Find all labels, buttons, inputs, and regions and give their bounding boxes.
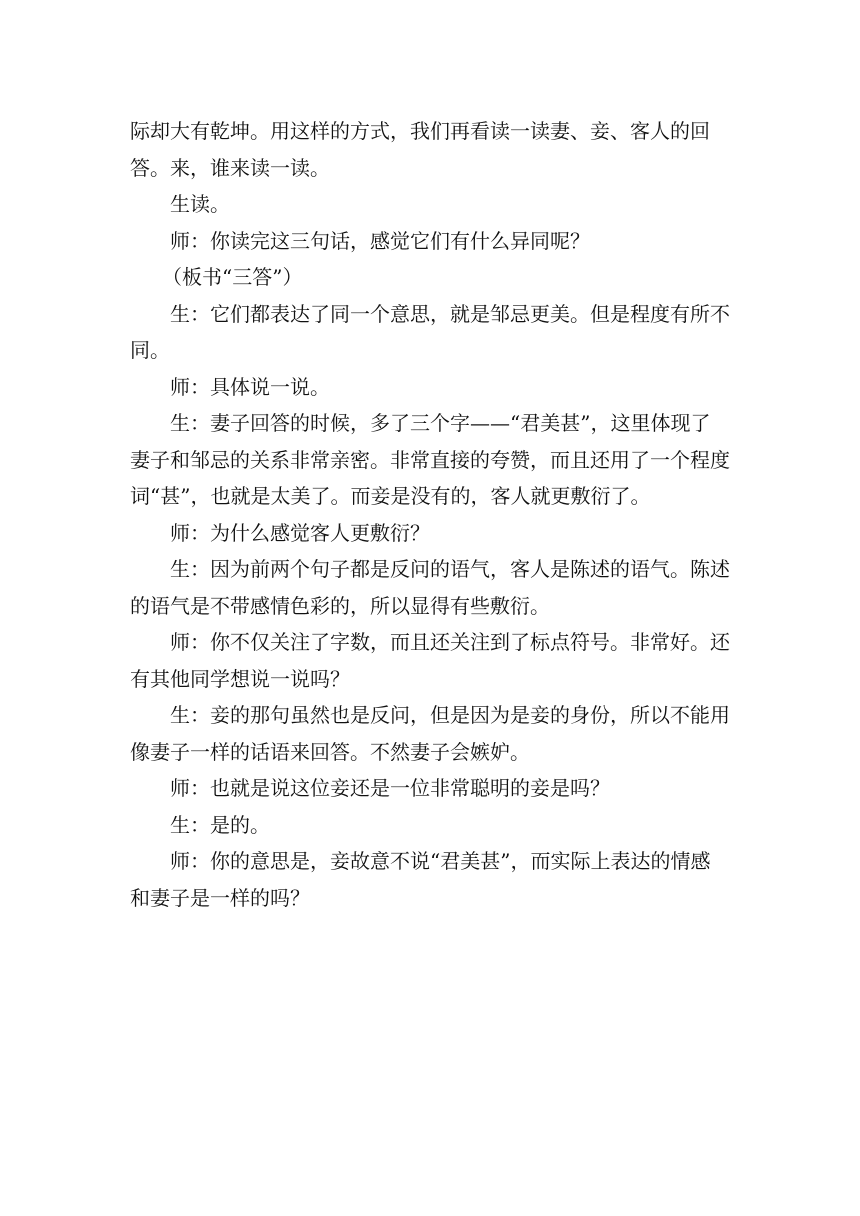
- paragraph-continuation: 际却大有乾坤。用这样的方式，我们再看读一读妻、妾、客人的回答。来，谁来读一读。: [130, 119, 710, 180]
- document-body: [130, 113, 730, 916]
- paragraph-student-yes: 生：是的。: [170, 812, 270, 837]
- paragraph-teacher-question: 师：你读完这三句话，感觉它们有什么异同呢？: [170, 228, 590, 253]
- paragraph-teacher-check: 师：也就是说这位妾还是一位非常聪明的妾是吗？: [170, 776, 610, 800]
- paragraph-teacher-conclusion: 师：你的意思是，妾故意不说“君美甚”，而实际上表达的情感和妻子是一样的吗？: [130, 849, 711, 910]
- paragraph-student-answer: 生：它们都表达了同一个意思，就是邹忌更美。但是程度有所不同。: [130, 301, 730, 362]
- paragraph-student-reads: 生读。: [170, 192, 230, 216]
- paragraph-student-tone: 生：因为前两个句子都是反问的语气，客人是陈述的语气。陈述的语气是不带感情色彩的，所以显得有些敷衍。: [130, 557, 730, 618]
- paragraph-student-concubine: 生：妾的那句虽然也是反问，但是因为是妾的身份，所以不能用像妻子一样的话语来回答。不然妻子会嫉妒。: [130, 703, 730, 764]
- paragraph-board-note: （板书“三答”）: [162, 265, 303, 289]
- paragraph-teacher-followup: 师：为什么感觉客人更敷衍？: [170, 520, 430, 545]
- paragraph-teacher-praise: 师：你不仅关注了字数，而且还关注到了标点符号。非常好。还有其他同学想说一说吗？: [130, 630, 730, 691]
- paragraph-student-explanation: 生：妻子回答的时候，多了三个字——“君美甚”，这里体现了妻子和邹忌的关系非常亲密。非常直接的夸赞，而且还用了一个程度词“甚”，也就是太美了。而妾是没有的，客人就更敷衍了。: [130, 411, 730, 508]
- paragraph-teacher-prompt: 师：具体说一说。: [170, 374, 330, 399]
